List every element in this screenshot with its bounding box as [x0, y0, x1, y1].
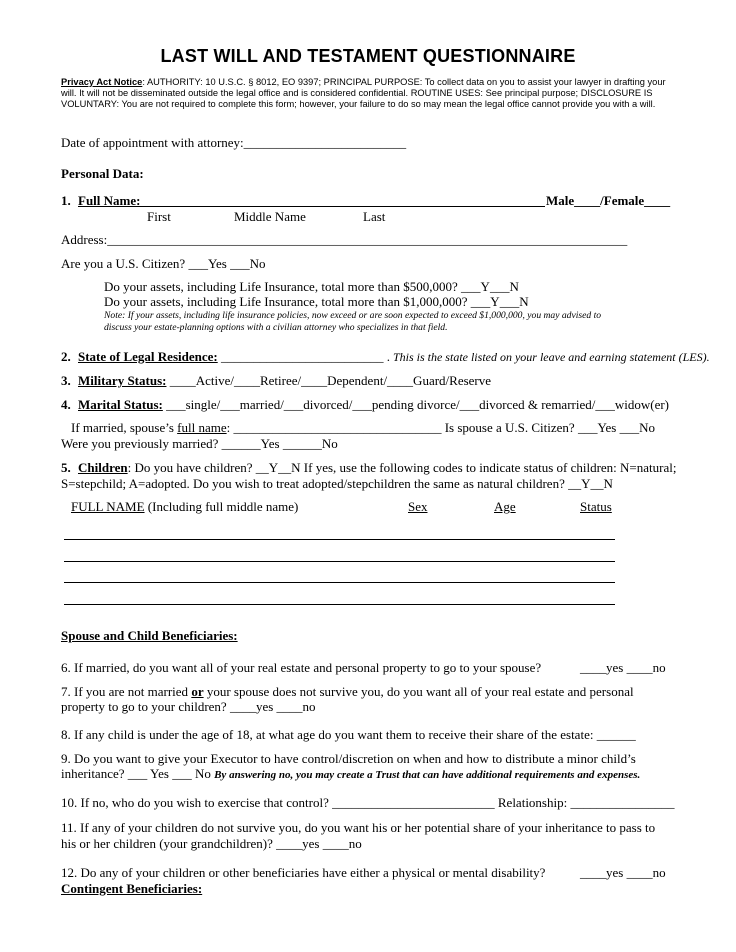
legal-residence-input[interactable]: _________________________ . — [217, 349, 390, 364]
military-status-label: Military Status: — [78, 373, 167, 388]
marital-status-label: Marital Status: — [78, 397, 163, 412]
marital-status-options[interactable]: ___single/___married/___divorced/___pending divorce/___divorced & remarried/___widow(er) — [162, 397, 669, 412]
q9-line1: 9. Do you want to give your Executor to have control/discretion on when and how to distribute a minor child’s — [61, 751, 636, 766]
legal-residence-row[interactable] — [61, 349, 710, 365]
q7-line1 — [61, 684, 634, 700]
assets-1m-question[interactable]: Do your assets, including Life Insurance, total more than $1,000,000? ___Y___N — [104, 294, 529, 309]
spouse-full-name-label: full name — [177, 420, 227, 435]
spouse-name-row[interactable] — [71, 420, 655, 436]
q6-question: 6. If married, do you want all of your real estate and personal property to go to your spouse? — [61, 660, 542, 675]
q8-question[interactable]: 8. If any child is under the age of 18, at what age do you want them to receive their share of the estate: ______ — [61, 727, 636, 742]
child-row-1[interactable] — [64, 539, 615, 540]
address-field[interactable]: Address:________________________________________________________________________________ — [61, 232, 628, 247]
full-name-col-note: (Including full middle name) — [144, 499, 299, 514]
q11-line1: 11. If any of your children do not survive you, do you want his or her potential share of your inheritance to pass to — [61, 820, 656, 835]
last-name-caption: Last — [363, 209, 386, 224]
children-col-status: Status — [580, 499, 612, 514]
contingent-beneficiaries-heading: Contingent Beneficiaries: — [61, 881, 203, 896]
children-col-sex: Sex — [408, 499, 428, 514]
children-col-age: Age — [494, 499, 516, 514]
q11-line2-answer[interactable]: his or her children (your grandchildren)? ____yes ____no — [61, 836, 362, 851]
q9-note: By answering no, you may create a Trust that can have additional requirements and expenses. — [214, 769, 641, 781]
child-row-2[interactable] — [64, 561, 615, 562]
q12-answer[interactable]: ____yes ____no — [580, 865, 666, 880]
assets-note-line1: Note: If your assets, including life insurance policies, now exceed or are soon expected to exceed $1,000,000, you may advised to — [104, 310, 602, 321]
privacy-notice-label: Privacy Act Notice — [61, 77, 143, 87]
children-question[interactable]: : Do you have children? __Y__N If yes, use the following codes to indicate status of children: N=natural; — [127, 460, 677, 475]
full-name-label: Full Name: — [78, 193, 141, 208]
privacy-act-notice — [61, 77, 681, 110]
beneficiaries-heading: Spouse and Child Beneficiaries: — [61, 628, 238, 643]
middle-name-caption: Middle Name — [234, 209, 306, 224]
spouse-label-pre: If married, spouse’s — [71, 420, 178, 435]
q9-answer[interactable]: inheritance? ___ Yes ___ No — [61, 766, 215, 781]
marital-status-row[interactable] — [61, 397, 669, 413]
sex-field[interactable]: Male____/Female____ — [546, 193, 671, 208]
q12-question: 12. Do any of your children or other beneficiaries have either a physical or mental disability? — [61, 865, 546, 880]
legal-residence-note: This is the state listed on your leave and earning statement (LES). — [389, 350, 710, 364]
first-name-caption: First — [147, 209, 171, 224]
appointment-date-field[interactable]: Date of appointment with attorney:_________________________ — [61, 135, 407, 150]
assets-500k-question[interactable]: Do your assets, including Life Insurance, total more than $500,000? ___Y___N — [104, 279, 519, 294]
privacy-notice-text: : AUTHORITY: 10 U.S.C. § 8012, EO 9397; PRINCIPAL PURPOSE: To collect data on you to assist your lawyer in drafting your will. It will not be disseminated outside the legal office and is considered confidential. ROUTINE USES: See principal purpose; DISCLOSURE IS VOLUNTARY: You are not required to complete this form; however, your failure to do so may mean the legal office cannot provide you with a will. — [61, 77, 666, 109]
military-status-row[interactable] — [61, 373, 491, 389]
full-name-input[interactable] — [140, 206, 545, 207]
legal-residence-label: State of Legal Residence: — [78, 349, 218, 364]
personal-data-heading: Personal Data: — [61, 166, 144, 181]
q5-number: 5. — [61, 460, 71, 475]
q2-number: 2. — [61, 349, 71, 364]
q4-number: 4. — [61, 397, 71, 412]
full-name-row — [61, 193, 140, 209]
q7-or: or — [191, 684, 204, 699]
children-col-full-name — [71, 499, 298, 515]
spouse-name-input[interactable]: : ________________________________ Is spouse a U.S. Citizen? ___Yes ___No — [226, 420, 656, 435]
page-title: LAST WILL AND TESTAMENT QUESTIONNAIRE — [160, 46, 576, 66]
full-name-col-label: FULL NAME — [71, 499, 145, 514]
q7-text-b: your spouse does not survive you, do you want all of your real estate and personal — [203, 684, 634, 699]
q7-line2-answer[interactable]: property to go to your children? ____yes ____no — [61, 699, 316, 714]
q3-number: 3. — [61, 373, 71, 388]
children-row[interactable] — [61, 460, 676, 476]
military-status-options[interactable]: ____Active/____Retiree/____Dependent/____Guard/Reserve — [166, 373, 492, 388]
q7-text-a: 7. If you are not married — [61, 684, 192, 699]
citizen-question[interactable]: Are you a U.S. Citizen? ___Yes ___No — [61, 256, 266, 271]
previously-married-question[interactable]: Were you previously married? ______Yes ______No — [61, 436, 338, 451]
assets-note-line2: discuss your estate-planning options with a civilian attorney who specializes in that field. — [104, 322, 448, 333]
child-row-4[interactable] — [64, 604, 615, 605]
q6-answer[interactable]: ____yes ____no — [580, 660, 666, 675]
children-label: Children — [78, 460, 128, 475]
children-codes-question[interactable]: S=stepchild; A=adopted. Do you wish to treat adopted/stepchildren the same as natural children? __Y__N — [61, 476, 613, 491]
q10-question[interactable]: 10. If no, who do you wish to exercise that control? _________________________ Relationship: ________________ — [61, 795, 675, 810]
q1-number: 1. — [61, 193, 71, 208]
q9-line2[interactable] — [61, 766, 640, 783]
child-row-3[interactable] — [64, 582, 615, 583]
